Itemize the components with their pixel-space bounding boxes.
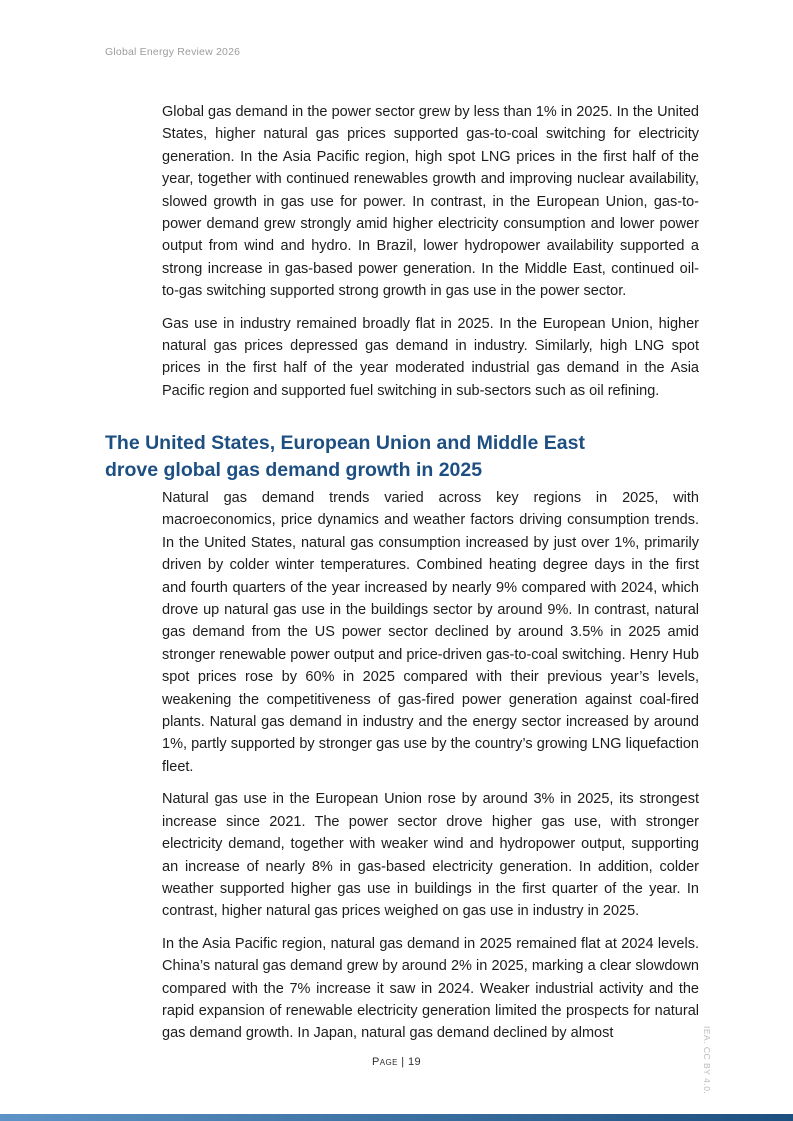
- report-title: Global Energy Review 2026: [105, 46, 241, 58]
- bottom-accent-bar: [0, 1114, 793, 1121]
- paragraph-european-union: Natural gas use in the European Union rose by around 3% in 2025, its strongest increase since 2021. The power sector drove higher gas use, with stronger electricity demand, together with weaker wind and hydropower output, supporting an increase of nearly 8% in gas-based electricity generation. In addition, colder weather supported higher gas use in buildings in the first quarter of the year. In contrast, higher natural gas prices weighed on gas use in industry in 2025.: [162, 791, 699, 920]
- page-footer: [0, 1056, 793, 1068]
- section-body: [162, 487, 699, 1055]
- page-number: Page | 19: [371, 1056, 422, 1068]
- paragraph-united-states: Natural gas demand trends varied across key regions in 2025, with macroeconomics, price dynamics and weather factors driving consumption trends. In the United States, natural gas consumption increased by just over 1%, primarily driven by colder winter temperatures. Combined heating degree days in the first and fourth quarters of the year increased by nearly 9% compared with 2024, which drove up natural gas use in the buildings sector by around 9%. In contrast, natural gas demand from the US power sector declined by around 3.5% in 2025 amid stronger renewable power output and price-driven gas-to-coal switching. Henry Hub spot prices rose by 60% in 2025 compared with their previous year’s levels, weakening the competitiveness of gas-fired power generation against coal-fired plants. Natural gas demand in industry and the energy sector increased by around 1%, partly supported by stronger gas use by the country’s growing LNG liquefaction fleet.: [162, 490, 699, 775]
- section-heading: The United States, European Union and Middle East drove global gas demand growth in 2025: [105, 432, 585, 481]
- intro-section: [162, 101, 699, 412]
- license-attribution: IEA. CC BY 4.0.: [702, 1026, 712, 1095]
- paragraph-power-sector: Global gas demand in the power sector grew by less than 1% in 2025. In the United States, higher natural gas prices supported gas-to-coal switching for electricity generation. In the Asia Pacific region, high spot LNG prices in the first half of the year, together with continued renewables growth and improving nuclear availability, slowed growth in gas use for power. In contrast, in the European Union, gas-to-power demand grew strongly amid higher electricity consumption and lower power output from wind and hydro. In Brazil, lower hydropower availability supported a strong increase in gas-based power generation. In the Middle East, continued oil-to-gas switching supported strong growth in gas use in the power sector.: [162, 104, 699, 300]
- page-header: [105, 46, 240, 58]
- paragraph-asia-pacific: In the Asia Pacific region, natural gas demand in 2025 remained flat at 2024 levels. China’s natural gas demand grew by around 2% in 2025, marking a clear slowdown compared with the 7% increase it saw in 2024. Weaker industrial activity and the rapid expansion of renewable electricity generation limited the prospects for natural gas demand growth. In Japan, natural gas demand declined by almost: [162, 935, 699, 1042]
- paragraph-industry: Gas use in industry remained broadly flat in 2025. In the European Union, higher natural gas prices depressed gas demand in industry. Similarly, high LNG spot prices in the first half of the year moderated industrial gas demand in the Asia Pacific region and supported fuel switching in sub-sectors such as oil refining.: [162, 315, 699, 399]
